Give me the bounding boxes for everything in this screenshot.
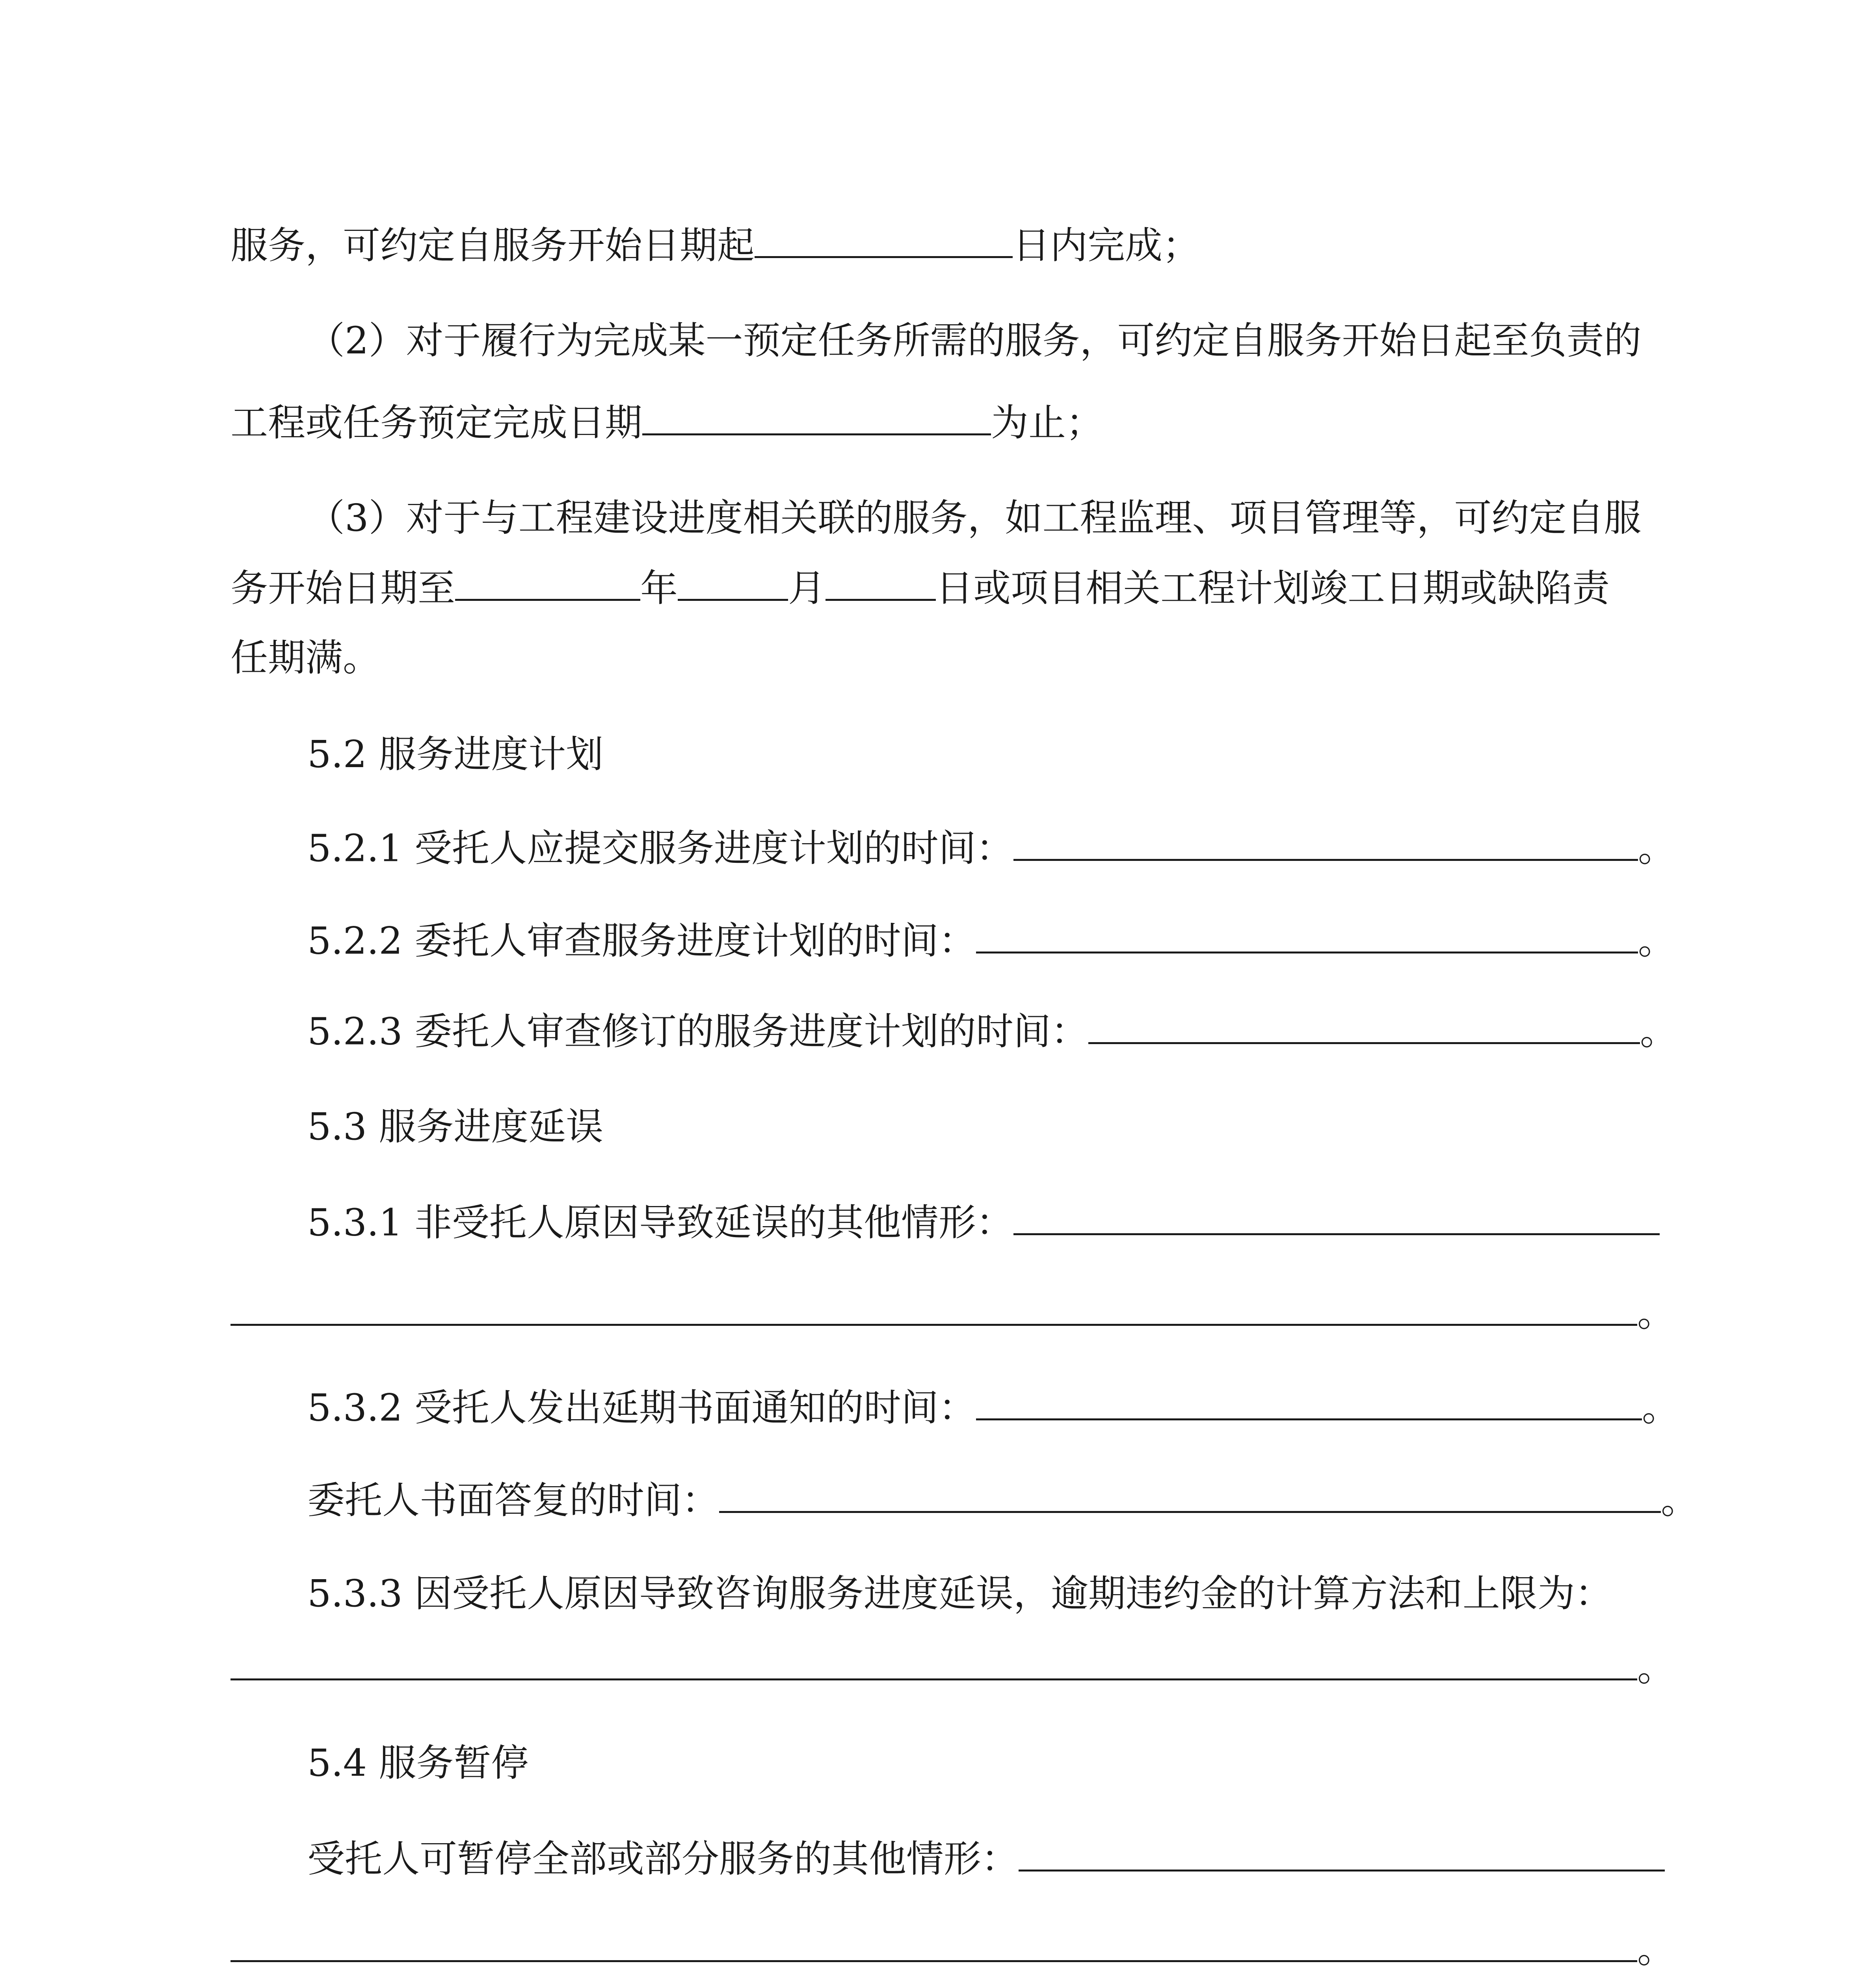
fill-in-blank[interactable] <box>719 1476 1661 1513</box>
text: 5.2 服务进度计划 <box>307 733 604 776</box>
text-line <box>231 1925 1675 1970</box>
fill-in-blank[interactable] <box>231 1925 1637 1962</box>
fill-in-blank[interactable] <box>231 1288 1637 1326</box>
text-line <box>307 1834 1665 1881</box>
text: 。 <box>1637 1646 1675 1690</box>
text: 。 <box>1637 1292 1675 1335</box>
text: 5.3.1 非受托人原因导致延误的其他情形： <box>307 1201 1013 1245</box>
text: 工程或任务预定完成日期 <box>231 401 643 445</box>
text-line <box>231 398 1103 445</box>
text: 。 <box>1661 1479 1699 1522</box>
text: （3）对于与工程建设进度相关联的服务，如工程监理、项目管理等，可约定自服 <box>307 496 1642 540</box>
text: 。 <box>1638 919 1675 963</box>
text: 。 <box>1642 1386 1679 1430</box>
text-line <box>231 1288 1675 1336</box>
fill-in-blank[interactable] <box>231 1643 1637 1680</box>
text: 为止； <box>991 401 1104 445</box>
text-line <box>307 1383 1679 1430</box>
fill-in-blank[interactable] <box>455 563 640 601</box>
text-line <box>307 317 1641 364</box>
fill-in-blank[interactable] <box>755 221 1013 258</box>
fill-in-blank[interactable] <box>976 1383 1642 1420</box>
text: 。 <box>1638 827 1675 870</box>
text: 日或项目相关工程计划竣工日期或缺陷责 <box>936 567 1610 610</box>
text: 5.2.1 受托人应提交服务进度计划的时间： <box>307 827 1013 870</box>
text: 服务，可约定自服务开始日期起 <box>231 224 755 268</box>
text-line <box>307 916 1675 963</box>
text-line <box>307 1476 1698 1523</box>
text: 5.3.3 因受托人原因导致咨询服务进度延误，逾期违约金的计算方法和上限为： <box>307 1572 1612 1615</box>
fill-in-blank[interactable] <box>826 563 936 601</box>
text: 5.3.2 受托人发出延期书面通知的时间： <box>307 1386 976 1430</box>
text-line <box>231 221 1200 268</box>
text-line <box>307 494 1641 542</box>
text: 。 <box>1637 1928 1675 1970</box>
text-line <box>307 1198 1660 1245</box>
fill-in-blank[interactable] <box>1088 1007 1640 1044</box>
text: 5.4 服务暂停 <box>307 1741 529 1785</box>
text-line <box>231 1643 1675 1690</box>
text: 日内完成； <box>1013 224 1200 268</box>
text: 任期满。 <box>231 636 381 680</box>
fill-in-blank[interactable] <box>976 916 1638 953</box>
text: 。 <box>1640 1010 1677 1054</box>
text-line <box>231 634 380 682</box>
text: 5.2.2 委托人审查服务进度计划的时间： <box>307 919 976 963</box>
text: 务开始日期至 <box>231 567 456 610</box>
text: 月 <box>788 567 826 610</box>
text: 年 <box>640 567 678 610</box>
section-heading <box>307 1740 528 1787</box>
fill-in-blank[interactable] <box>678 563 788 601</box>
fill-in-blank[interactable] <box>1019 1834 1665 1872</box>
section-heading <box>307 1103 603 1150</box>
fill-in-blank[interactable] <box>1013 823 1638 861</box>
fill-in-blank[interactable] <box>1013 1198 1660 1235</box>
text-line <box>307 1570 1612 1617</box>
text-line <box>307 823 1675 871</box>
text: 受托人可暂停全部或部分服务的其他情形： <box>307 1837 1019 1881</box>
text: 委托人书面答复的时间： <box>307 1479 720 1522</box>
text: 5.3 服务进度延误 <box>307 1105 604 1149</box>
text-line <box>231 563 1610 611</box>
text-line <box>307 1007 1677 1054</box>
section-heading <box>307 731 603 778</box>
text: 5.2.3 委托人审查修订的服务进度计划的时间： <box>307 1010 1088 1054</box>
text: （2）对于履行为完成某一预定任务所需的服务，可约定自服务开始日起至负责的 <box>307 319 1642 362</box>
fill-in-blank[interactable] <box>642 398 991 435</box>
